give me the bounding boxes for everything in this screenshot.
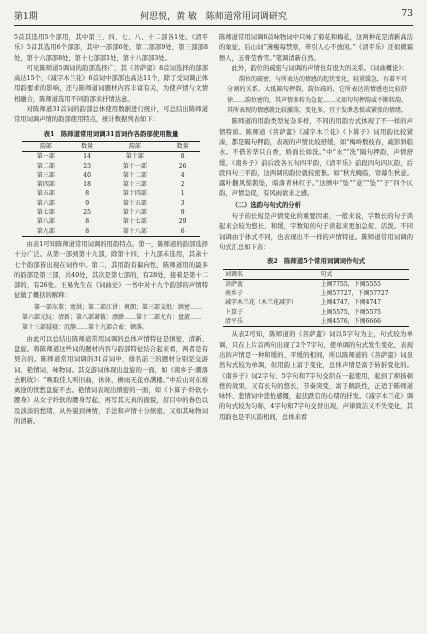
- paragraph: 从表2可知，陈师道的《菩萨蛮》词以5字句为主，句式较为单调，只在上片首两句出现了2个7字句，使单调的句式发生变化，表现出的声情是一种和缓的、平缓的相间，所以陈师道的《菩萨蛮》词虽然句式较为单调，但用韵上富于变化，总体声情是富于转折变化的。《南乡子》词2字句、5字句和7字句交织在一起使用，起到了抑扬顿挫的效果，又有长句的悠长，节奏突变，富于跳跃性，正适于陈师道咏怀、悲情词中悲怆感慨，起伏跌宕的心绪的抒发。《减字木兰花》调的句式较为匀称，4字句和7字句交替出现，声律简洁又不失变化，其用韵也是平仄韵相间，总体来看: [219, 331, 413, 421]
- table-row: [22, 189, 200, 198]
- table-cell: 第四部: [36, 181, 55, 189]
- table-cell: 卜算子: [225, 308, 244, 316]
- table-cell: 8: [85, 190, 90, 198]
- table-row: [223, 279, 409, 289]
- right-column: [219, 33, 413, 423]
- table-row: [22, 162, 200, 171]
- table-cell: 第九部: [36, 227, 55, 235]
- paragraph: 陈师道常用词调6首咏物词中只咏了菊花和梅花，这两种花是清新高洁的象征，后山词“薄瘦每禁寒，牵引人心不放闲。”《清平乐》还似微霜擦人，玉骨莹香雪。”笔调清新自然。: [219, 34, 413, 62]
- table-header-cell: 韵部: [104, 141, 165, 151]
- table-cell: 第十二部: [122, 171, 147, 179]
- table-cell: 第一部: [36, 153, 55, 161]
- table-header-row: [22, 141, 200, 151]
- table-row: [223, 308, 409, 317]
- issue-label: 第1期: [14, 12, 38, 22]
- table-cell: 上阕5575，下阕5575: [320, 308, 381, 316]
- table-cell: 第八部: [36, 218, 55, 226]
- table-row: [22, 199, 200, 208]
- table-header-cell: 数量: [70, 141, 105, 151]
- table1: [22, 141, 200, 237]
- table-row: [22, 217, 200, 226]
- table-cell: 第十五部: [122, 199, 147, 207]
- table-cell: 14: [83, 153, 91, 161]
- table-cell: 8: [85, 227, 90, 235]
- table-cell: 18: [83, 181, 91, 189]
- table2-caption: 表2 陈师道5个常用词调词作句式: [266, 257, 366, 266]
- table-header-cell: 句式: [318, 269, 409, 279]
- section-heading: （二）选韵与句式的分析: [231, 201, 301, 209]
- paragraph: 句子的长短是声情变化的重要因素，一般来说，字数长的句子读起来会较为悠长、和缓，字数短的句子读起来更加急促、活泼。不同词调由于体式不同，也表现出不一样的声情特征。陈师道常用词调的句式汇总如下表：: [219, 213, 413, 251]
- table-cell: 上阕4576，下阕6666: [320, 318, 381, 326]
- table-header-cell: 数量: [165, 141, 200, 151]
- table-cell: 第五部: [36, 190, 55, 198]
- table-cell: 上阕4747，下阕4747: [320, 299, 381, 307]
- table-cell: 26: [178, 162, 187, 170]
- block-quote: 第一部东董：宽洪；第二部江讲：爽朗；第三部支纸：缜密……第六部元阮：清新；第八部萧筱：漂渺……第十二部尤有：盘旋……第十三部侵寝：沉静……第十九部合盍：顿落。: [22, 303, 203, 332]
- paragraph: 可见陈师道5调词的韵部选择广，其《菩萨蛮》8首词选择的部部高达15个，《减字木兰花》6首词中部部也高达11个，除了受词调正体用韵要求的影响，还与陈师道词题材内容丰富有关，为使声情与文情相融合，陈师道选用不同韵部来抒情达意。: [14, 64, 208, 103]
- table-cell: 6: [180, 227, 185, 235]
- table-cell: 第十四部: [122, 190, 147, 198]
- table-header-row: [223, 269, 409, 279]
- table-cell: 9: [180, 209, 185, 217]
- table-cell: 29: [178, 218, 187, 226]
- paragraph: 5首其选用5个部用，其中第三、四、七、八、十二部各1处。《清平乐》5首其选用6个部部，其中一部部6处，第二部部9处，第三部部8处，第十六部部8处，第十七部部1处，第十八部部3处。: [14, 34, 208, 62]
- table-cell: 40: [83, 171, 91, 179]
- table-cell: 减字木兰花（木兰花减字）: [225, 299, 298, 307]
- table2: [223, 269, 409, 328]
- running-header: [14, 6, 413, 24]
- table-row: [223, 317, 409, 327]
- table-row: [22, 152, 200, 162]
- table-cell: 第七部: [36, 209, 55, 217]
- header-authors-title: 何思悦，黄 敏 陈师道常用词调研究: [140, 12, 287, 22]
- table-row: [22, 208, 200, 217]
- table-cell: 第十一部: [122, 162, 147, 170]
- table-cell: 第十部: [125, 153, 144, 161]
- table-row: [223, 289, 409, 298]
- table-cell: 第二部: [36, 162, 55, 170]
- table-cell: 上阕57727，下阕57727: [320, 290, 389, 298]
- paragraph: 由此可以总结出陈师道常用词调的总体声情特征是缜密、清新、盘旋。将陈师道这些词的题材内容与韵部特征结合起来看，两者是有契合的。陈师道常用词调的31首词中，排名前三的题材分别是交游词、艳情词、咏物词。其交游词体现出盘旋的一面，如《南乡子·潮落去帆收》：“唤取佳人听旧曲，休休，檐雨无花亦满楼。”中后山对东坡离途的忧愁盘旋不去。艳情词表现出缜密的一面，如《卜算子·纤软小腰身》从女子纤软的腰身写起，再写其天真的面貌，眉目中的眷色以及淡淡的愁绪，从外貌到神情，手法和声情十分缜密。又如其咏物词的清新。: [14, 335, 208, 425]
- table-cell: 菩萨蛮: [225, 280, 244, 288]
- table1-caption: 表1 陈师道常用词调31首词作各韵部使用数量: [43, 129, 179, 138]
- table-cell: 第六部: [36, 199, 55, 207]
- table-cell: 4: [180, 171, 185, 179]
- page-number: 73: [401, 9, 413, 19]
- table-cell: 9: [85, 199, 90, 207]
- table-cell: 8: [180, 153, 185, 161]
- block-quote: 韵位的疏密，与所表达的情感的起伏变化，轻重缓急，有着不可分割的关系。大抵隔句押韵，韵位疏的，它所表达的情感也比较舒徐……韵位密的，其声情多转为急促……又如句句押韵或不断转韵，其所表现的情感就比较激荡，变化多，宜于发泄悲愤或紧张的情绪。: [227, 76, 408, 115]
- table-cell: 第十八部: [122, 227, 147, 235]
- table-row: [22, 180, 200, 189]
- table-cell: 8: [85, 218, 90, 226]
- table-cell: 南乡子: [225, 290, 244, 298]
- table-cell: 第十三部: [122, 181, 147, 189]
- table-header-cell: 词调名: [223, 269, 318, 279]
- table-row: [22, 227, 200, 237]
- table-cell: 清平乐: [225, 318, 244, 326]
- table-cell: 25: [83, 209, 91, 217]
- table-cell: 第三部: [36, 171, 55, 179]
- table-cell: 上阕7755，下阕5555: [320, 280, 381, 288]
- table-cell: 23: [83, 162, 91, 170]
- table-cell: 第十七部: [122, 218, 147, 226]
- table-cell: 2: [180, 181, 185, 189]
- table-header-cell: 韵部: [22, 141, 70, 151]
- paragraph: 由表1可知陈师道常用词调的用韵特点。第一，陈师道的韵部选择十分广泛。从第一部到第十九部，除第十四、十九部未选用，其余十七个韵部皆出现在词作中。第二，其用韵有偏向性，陈师道用的最多的韵部是第三部，共40处，其次是第七部的，有28处，接着是第十二部的，有26处。王易先生在《词曲史》一书中对十九个韵部的声情特征做了概括的解释：: [14, 240, 208, 300]
- table-row: [22, 171, 200, 180]
- table-cell: 3: [180, 199, 185, 207]
- paragraph: 对陈师道31首词的韵部总体使用数据进行统计，可总结出陈师道常用词调声情的韵部使用特点，统计数据列表如下：: [14, 106, 208, 124]
- header-rule: [14, 25, 413, 26]
- table-cell: 1: [180, 190, 185, 198]
- paragraph: 陈师道的用韵类型复杂多样，不同的用韵方式体现了不一样的声情特质。陈师道《菩萨蛮》《减字木兰花》《卜算子》词用韵比较紧凑，都是隔句押韵，表现的声情比较舒缓，如“梅岭数枝春，疏影斜临水。不借芳华只自香，娇面长如洗。”中“水”“洗”隔句押韵，声情舒缓。《南乡子》前后段各五句四平韵，《清平乐》前段四句四仄韵，后段四句三平韵，这两调的韵位就较密集。如“秋光晚临，帘幕生秋意。露叶翻风惊鹊坠，暗落青林红子。”这阕中“坠”“意”“坠”“子”四个仄韵，声情急促，有风雨欲来之感。: [219, 118, 413, 198]
- table-row: [223, 298, 409, 307]
- left-column: [14, 33, 208, 427]
- table-cell: 第十六部: [122, 209, 147, 217]
- paragraph: 此外，韵位的疏密与词调的声情也有很大的关系。《词曲概论》：: [231, 64, 408, 72]
